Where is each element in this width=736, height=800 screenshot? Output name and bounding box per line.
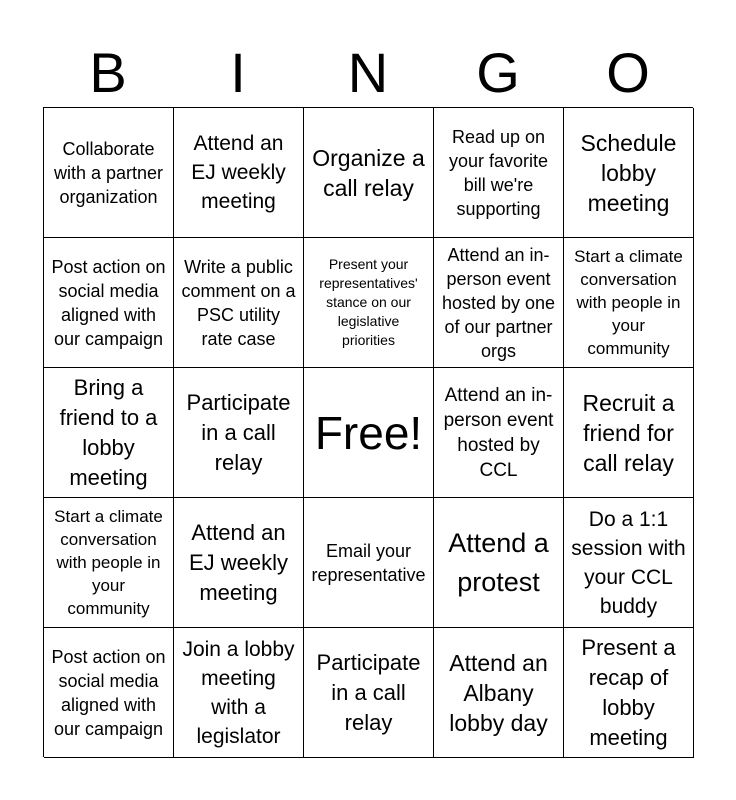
bingo-cell[interactable] xyxy=(304,498,434,628)
bingo-cell[interactable] xyxy=(174,108,304,238)
cell-text: Attend an EJ weekly meeting xyxy=(191,132,286,213)
bingo-cell[interactable] xyxy=(434,238,564,368)
bingo-cell[interactable] xyxy=(564,108,694,238)
bingo-cell[interactable] xyxy=(44,628,174,758)
cell-text: Attend an in-person event hosted by CCL xyxy=(443,384,554,481)
cell-text: Participate in a call relay xyxy=(186,389,291,475)
bingo-cell[interactable] xyxy=(564,238,694,368)
header-letter-n: N xyxy=(347,41,389,104)
cell-text: Bring a friend to a lobby meeting xyxy=(59,374,158,490)
cell-text: Write a public comment on a PSC utility rate case xyxy=(181,256,296,349)
bingo-cell[interactable] xyxy=(44,238,174,368)
cell-text: Organize a call relay xyxy=(312,144,425,201)
bingo-grid xyxy=(43,107,693,757)
bingo-cell[interactable] xyxy=(564,368,694,498)
bingo-header xyxy=(43,38,693,108)
cell-text: Read up on your favorite bill we're supporting xyxy=(448,126,549,219)
bingo-cell[interactable] xyxy=(44,368,174,498)
bingo-cell[interactable] xyxy=(304,238,434,368)
bingo-cell[interactable] xyxy=(44,108,174,238)
cell-text: Post action on social media aligned with our campaign xyxy=(51,256,166,349)
cell-text: Do a 1:1 session with your CCL buddy xyxy=(571,507,686,618)
cell-text: Attend an in-person event hosted by one of our partner orgs xyxy=(441,244,556,361)
bingo-cell[interactable] xyxy=(174,628,304,758)
header-letter-i: I xyxy=(230,41,246,104)
cell-text: Post action on social media aligned with our campaign xyxy=(51,646,166,739)
cell-text: Participate in a call relay xyxy=(316,649,421,735)
cell-text: Present your representatives' stance on our legislative priorities xyxy=(319,256,418,348)
cell-text: Present a recap of lobby meeting xyxy=(581,634,676,750)
bingo-cell[interactable] xyxy=(564,628,694,758)
header-letter-o: O xyxy=(606,41,650,104)
cell-text: Attend an EJ weekly meeting xyxy=(188,519,289,605)
bingo-cell[interactable] xyxy=(434,368,564,498)
cell-text: Email your representative xyxy=(311,540,426,585)
bingo-cell[interactable] xyxy=(174,238,304,368)
bingo-cell[interactable] xyxy=(434,108,564,238)
cell-text: Start a climate conversation with people in your community xyxy=(574,247,683,358)
header-letter-b: B xyxy=(89,41,127,104)
bingo-cell[interactable] xyxy=(304,628,434,758)
cell-text: Schedule lobby meeting xyxy=(580,129,677,216)
bingo-cell[interactable] xyxy=(434,498,564,628)
bingo-cell[interactable] xyxy=(304,108,434,238)
bingo-cell[interactable] xyxy=(174,498,304,628)
bingo-cell[interactable] xyxy=(44,498,174,628)
cell-text: Attend an Albany lobby day xyxy=(449,649,548,736)
bingo-cell[interactable] xyxy=(174,368,304,498)
free-space[interactable] xyxy=(304,368,434,498)
cell-text: Recruit a friend for call relay xyxy=(582,389,675,476)
cell-text: Collaborate with a partner organization xyxy=(53,138,164,207)
header-letter-g: G xyxy=(476,41,520,104)
cell-text: Attend a protest xyxy=(448,527,549,597)
free-space-text: Free! xyxy=(314,406,423,459)
bingo-cell[interactable] xyxy=(564,498,694,628)
bingo-cell[interactable] xyxy=(434,628,564,758)
cell-text: Join a lobby meeting with a legislator xyxy=(182,637,295,748)
cell-text: Start a climate conversation with people in your community xyxy=(54,507,163,618)
